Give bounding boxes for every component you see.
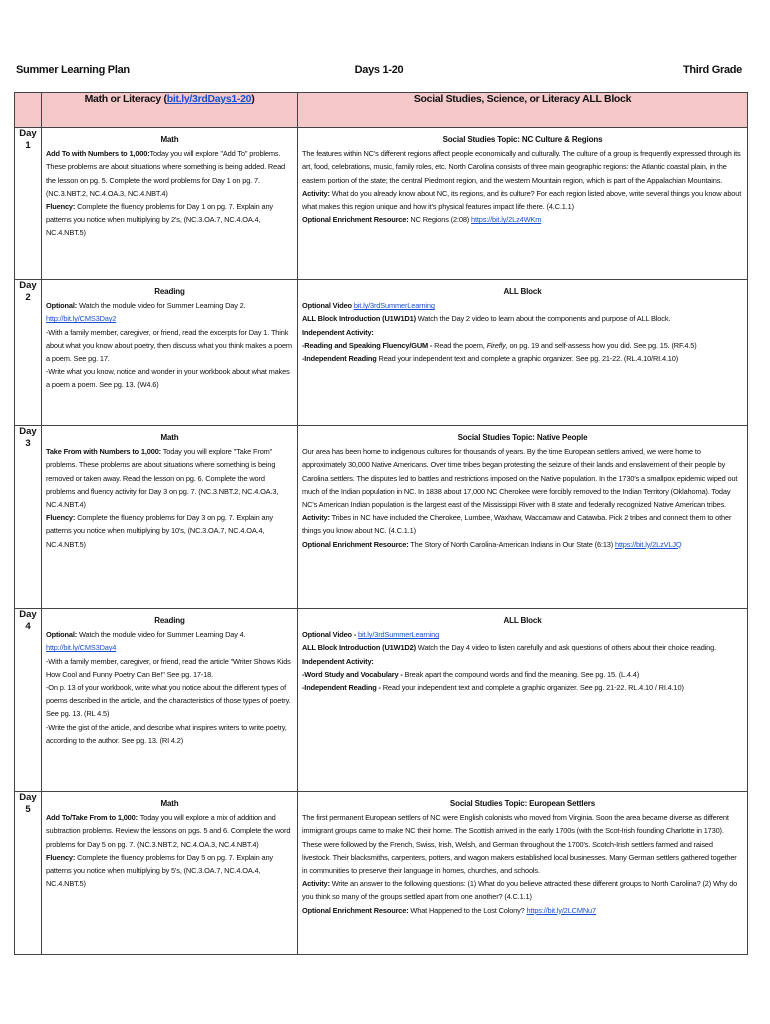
day-label: Day 2	[15, 280, 42, 426]
page-header	[16, 64, 742, 82]
day-label: Day 3	[15, 426, 42, 609]
corner-cell	[15, 93, 42, 128]
social-studies-cell: Social Studies Topic: European Settlers The first permanent European settlers of NC were English colonists who moved from Virginia. Soon the area became diverse as different immigrant groups came to make NC their home. The Scottish arrived in the early 1700s (with the Scot-Irish founding Charlotte in 1730). These were followed by the French, Swiss, Irish, Welsh, and German throughout the 1700's. Scotch-Irish settlers farmed and raised livestock. Their blacksmiths, carpenters, potters, and wagon makers established local businesses. Many German settlers gathered together in communities to preserve their language in homes, churches, and schools. Activity: Write an answer to the following questions: (1) What do you believe attracted these different groups to North Carolina? (2) Why do you think so many of the groups settled apart from one another? (4.C.1.1) Optional Enrichment Resource: What Happened to the Lost Colony? https://bit.ly/2LCMNu7	[298, 792, 748, 955]
cell-title: Social Studies Topic: European Settlers	[449, 799, 596, 808]
math-cell: Math Add To with Numbers to 1,000:Today you will explore "Add To" problems. These problems are about situations where something is being added. Read the lesson on pg. 5. Complete the word problems for Day 1 on pg. 7. (NC.3.NBT.2, NC.4.OA.3, NC.4.NBT.4) Fluency: Complete the fluency problems for Day 1 on pg. 7. Explain any patterns you notice when multiplying by 2's, (NC.3.OA.7, NC.4.OA.4, NC.4.NBT.5)	[42, 128, 298, 280]
days-range: Days 1-20	[354, 64, 404, 76]
resource-link[interactable]: https://bit.ly/2LzVLJQ	[614, 539, 682, 549]
cell-title: Math	[160, 433, 179, 442]
cell-title: Reading	[154, 287, 185, 296]
resource-link[interactable]: https://bit.ly/2Lz4WKm	[471, 215, 542, 225]
day-row	[15, 280, 748, 426]
grade-label: Third Grade	[682, 64, 742, 76]
reading-cell: Reading Optional: Watch the module video for Summer Learning Day 4. http://bit.ly/CMS3Day4 -With a family member, caregiver, or friend, read the article "Writer Shows Kids How Cool and Funny Poetry Can Be!" See pg. 17-18. -On p. 13 of your workbook, write what you notice about the different types of poems described in the article, and the characteristics of those types of poetry. See pg. 13. (RL 4.5) -Write the gist of the article, and describe what inspires writers to write poetry, according to the author. See pg. 13. (RI 4.2)	[42, 609, 298, 792]
day-row	[15, 426, 748, 609]
math-cell: Math Add To/Take From to 1,000: Today you will explore a mix of addition and subtraction problems. Review the lessons on pgs. 5 and 6. Complete the word problems for Day 5 on pg. 7. (NC.3.NBT.2, NC.4.OA.3, NC.4.NBT.4) Fluency: Complete the fluency problems for Day 5 on pg. 7. Explain any patterns you notice when multiplying by 5's, (NC.3.OA.7, NC.4.OA.4, NC.4.NBT.5)	[42, 792, 298, 955]
learning-plan-table	[14, 92, 748, 955]
module-video-link[interactable]: http://bit.ly/CMS3Day4	[46, 643, 117, 653]
cell-title: Math	[160, 799, 179, 808]
math-literacy-header: Math or Literacy (bit.ly/3rdDays1-20)	[42, 93, 298, 128]
cell-title: ALL Block	[503, 287, 542, 296]
day-label: Day 1	[15, 128, 42, 280]
cell-title: Math	[160, 135, 179, 144]
all-block-cell: ALL Block Optional Video bit.ly/3rdSummerLearning ALL Block Introduction (U1W1D1) Watch the Day 2 video to learn about the components and purpose of ALL Block. Independent Activity: -Reading and Speaking Fluency/GUM - Read the poem, Firefly, on pg. 19 and self-assess how you did. See pg. 15. (RF.4.5) -Independent Reading Read your independent text and complete a graphic organizer. See pg. 21-22. (RL.4.10/RI.4.10)	[298, 280, 748, 426]
day-row	[15, 609, 748, 792]
day-row	[15, 792, 748, 955]
cell-title: Reading	[154, 616, 185, 625]
cell-title: ALL Block	[503, 616, 542, 625]
day-label: Day 5	[15, 792, 42, 955]
day-row	[15, 128, 748, 280]
module-video-link[interactable]: http://bit.ly/CMS3Day2	[46, 314, 117, 324]
reading-cell: Reading Optional: Watch the module video for Summer Learning Day 2. http://bit.ly/CMS3Day2 -With a family member, caregiver, or friend, read the excerpts for Day 1. Think about what you know about poetry, then discuss what you think makes a poem a poem. See pg. 17. -Write what you know, notice and wonder in your workbook about what makes a poem a poem. See pg. 13. (W4.6)	[42, 280, 298, 426]
resource-link[interactable]: https://bit.ly/2LCMNu7	[526, 905, 596, 915]
all-block-header: Social Studies, Science, or Literacy ALL Block	[298, 93, 748, 128]
video-link[interactable]: bit.ly/3rdSummerLearning	[353, 301, 435, 311]
days-link[interactable]: bit.ly/3rdDays1-20	[166, 93, 252, 105]
all-block-cell: ALL Block Optional Video - bit.ly/3rdSummerLearning ALL Block Introduction (U1W1D2) Watch the Day 4 video to listen carefully and ask questions of others about their choice reading. Independent Activity: -Word Study and Vocabulary - Break apart the compound words and find the meaning. See pg. 15. (L.4.4) -Independent Reading - Read your independent text and complete a graphic organizer. See pg. 21-22. RL.4.10 / RI.4.10)	[298, 609, 748, 792]
math-cell: Math Take From with Numbers to 1,000: Today you will explore "Take From" problems. These problems are about situations where something is being removed or taken away. Read the lesson on pg. 6. Complete the word problems and fluency activity for Day 3 on pg. 7. (NC.3.NBT.2, NC.4.OA.3, NC.4.NBT.4) Fluency: Complete the fluency problems for Day 3 on pg. 7. Explain any patterns you notice when multiplying by 10's, (NC.3.OA.7, NC.4.OA.4, NC.4.NBT.5)	[42, 426, 298, 609]
cell-title: Social Studies Topic: NC Culture & Regions	[442, 135, 603, 144]
video-link[interactable]: bit.ly/3rdSummerLearning	[358, 630, 440, 640]
plan-title: Summer Learning Plan	[16, 64, 130, 76]
cell-title: Social Studies Topic: Native People	[457, 433, 588, 442]
day-label: Day 4	[15, 609, 42, 792]
social-studies-cell: Social Studies Topic: NC Culture & Regions The features within NC's different regions affect people economically and culturally. The culture of a group is frequently expressed through its art, food, celebrations, music, family roles, etc. North Carolina consists of three main geographic regions: the Atlantic coastal plain, in the eastern portion of the state; the central Piedmont region, and the western Mountain region, which is part of the Appalachian Mountains. Activity: What do you already know about NC, its regions, and its culture? For each region listed above, write several things you know about what makes this region unique and how it's physical features impact life there. (4.C.1.1) Optional Enrichment Resource: NC Regions (2:08) https://bit.ly/2Lz4WKm	[298, 128, 748, 280]
column-header-row	[15, 93, 748, 128]
social-studies-cell: Social Studies Topic: Native People Our area has been home to indigenous cultures for thousands of years. By the time European settlers arrived, we were home to approximately 30,000 Native Americans. Over time tribes began protesting the seizure of their lands and enslavement of their people by Carolina settlers. The disputes led to battles and restrictions imposed on the Native population. In the 1730's a smallpox epidemic wiped out much of the Indian population in NC. In 1838 about 17,000 NC Cherokee were forcibly removed to the Indian Territory (Oklahoma). Today NC's American Indian population is the largest east of the Mississippi River with 8 state and federally recognized Native American tribes. Activity: Tribes in NC have included the Cherokee, Lumbee, Waxhaw, Waccamaw and Catawba. Pick 2 tribes and connect them to other things you know about NC. (4.C.1.1) Optional Enrichment Resource: The Story of North Carolina-American Indians in Our State (6:13) https://bit.ly/2LzVLJQ	[298, 426, 748, 609]
